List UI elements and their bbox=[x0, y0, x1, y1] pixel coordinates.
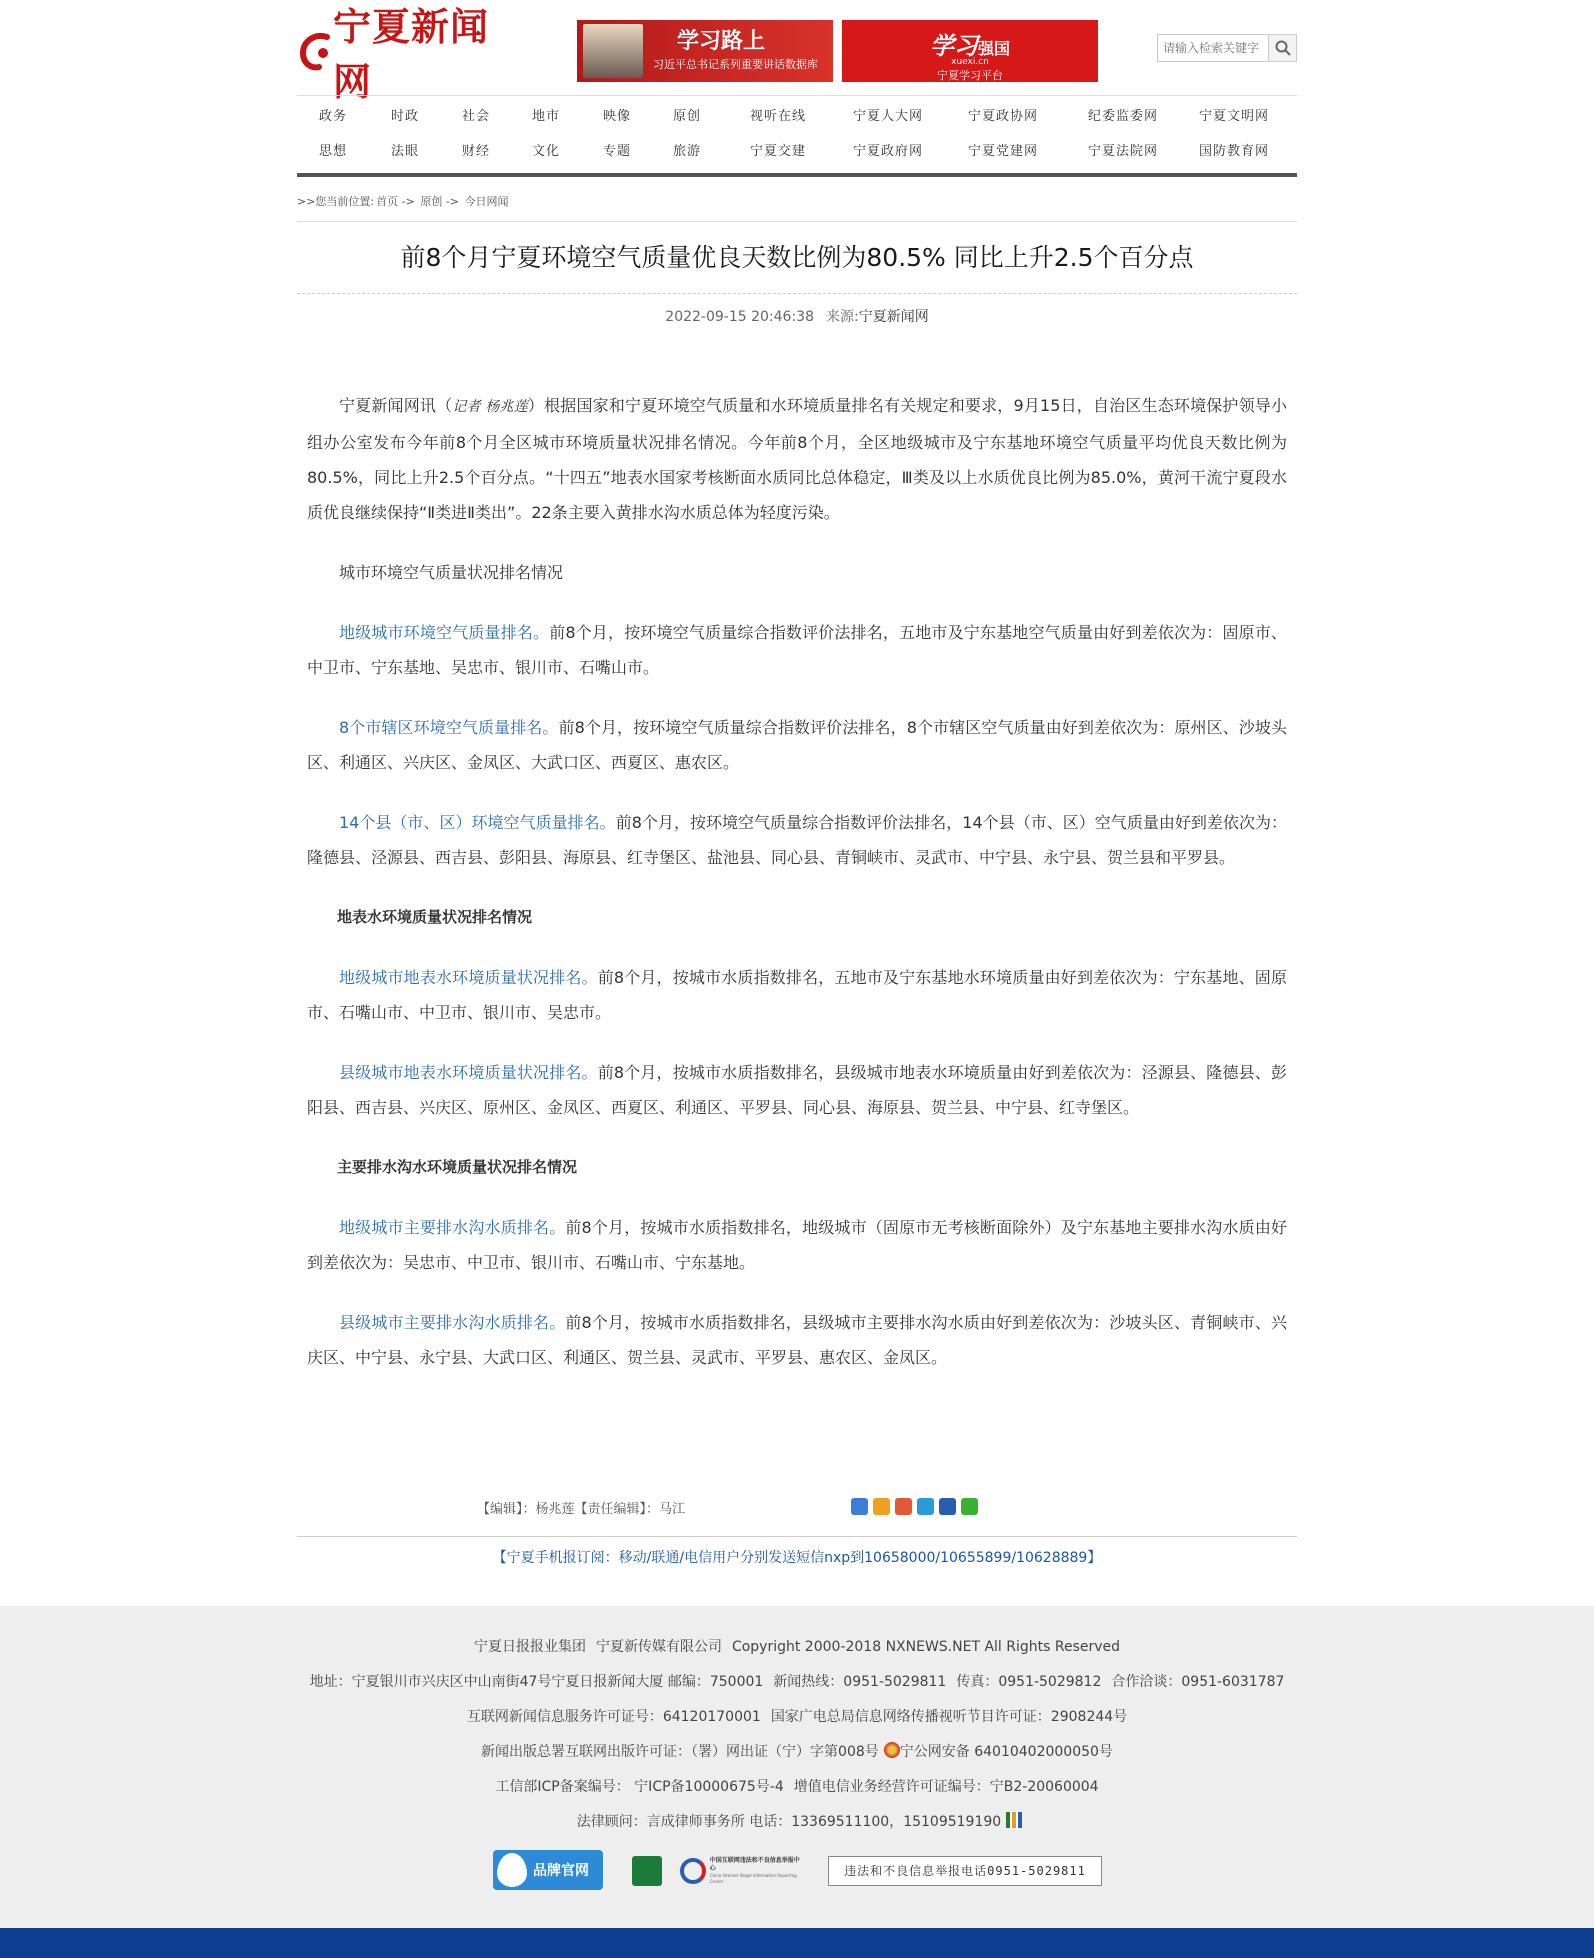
nav-item[interactable]: 时政 bbox=[391, 109, 420, 124]
nav-item[interactable]: 原创 bbox=[673, 109, 702, 124]
nav-item[interactable]: 宁夏党建网 bbox=[968, 144, 1039, 159]
paragraph bbox=[307, 615, 1287, 685]
paragraph-lead: 地级城市地表水环境质量状况排名。 bbox=[339, 968, 598, 987]
report-center-text bbox=[710, 1857, 800, 1885]
nav-row-1 bbox=[297, 105, 1297, 137]
article-meta bbox=[297, 306, 1297, 326]
footer-text: 新闻出版总署互联网出版许可证：（署）网出证（宁）字第008号 bbox=[481, 1744, 879, 1760]
share-bar bbox=[851, 1498, 978, 1515]
nav-item[interactable]: 社会 bbox=[462, 109, 491, 124]
intro-lead: 宁夏新闻网讯（ bbox=[339, 396, 453, 415]
breadcrumb-section[interactable]: 原创 bbox=[420, 195, 443, 208]
section-heading-surface-water: 地表水环境质量状况排名情况 bbox=[337, 908, 533, 926]
xuexi-qiangguo-banner[interactable] bbox=[842, 20, 1098, 82]
site-logo[interactable] bbox=[297, 4, 517, 104]
search-button[interactable] bbox=[1268, 35, 1296, 61]
share-wechat-icon[interactable] bbox=[961, 1498, 978, 1515]
footer-text: 法律顾问：言成律师事务所 电话：13369511100，15109519190 bbox=[576, 1814, 1002, 1830]
paragraph-text: 前8个月，按环境空气质量综合指数评价法排名，14个县（市、区）空气质量由好到差依次为：隆德县、泾源县、西吉县、彭阳县、海原县、红寺堡区、盐池县、同心县、青铜峡市、灵武市、中宁县、永宁县、贺兰县和平罗县。 bbox=[307, 813, 1287, 867]
article-date: 2022-09-15 20:46:38 bbox=[665, 309, 814, 325]
footer-text: 增值电信业务经营许可证编号：宁B2-20060004 bbox=[793, 1779, 1099, 1795]
nav-item[interactable]: 财经 bbox=[462, 144, 491, 159]
water-drop-icon bbox=[497, 1853, 527, 1887]
nav-item[interactable]: 地市 bbox=[532, 109, 561, 124]
paragraph-text: 前8个月，按环境空气质量综合指数评价法排名，五地市及宁东基地空气质量由好到差依次为：固原市、中卫市、宁东基地、吴忠市、银川市、石嘴山市。 bbox=[307, 623, 1287, 677]
article-body bbox=[297, 388, 1297, 1400]
nav-item[interactable]: 宁夏政府网 bbox=[853, 144, 924, 159]
footer-text[interactable]: 宁公网安备 64010402000050号 bbox=[899, 1744, 1113, 1760]
stats-icon[interactable] bbox=[1006, 1812, 1022, 1828]
footer-line-license bbox=[0, 1706, 1594, 1726]
source-label: 来源: bbox=[825, 309, 859, 325]
paragraph-lead: 14个县（市、区）环境空气质量排名。 bbox=[339, 813, 616, 832]
report-center-en: China Internet Illegal Information Reporting Center bbox=[709, 1873, 797, 1884]
paragraph bbox=[307, 960, 1287, 1030]
breadcrumb bbox=[297, 193, 1297, 222]
footer-text: 合作洽谈：0951-6031787 bbox=[1111, 1674, 1285, 1690]
xuexi-road-banner[interactable] bbox=[577, 20, 833, 82]
mobile-subscribe-notice[interactable]: 【宁夏手机报订阅：移动/联通/电信用户分别发送短信nxp到10658000/10655899/10628889】 bbox=[297, 1536, 1297, 1576]
nav-item[interactable]: 视听在线 bbox=[750, 109, 807, 124]
editor-bar bbox=[297, 1496, 1297, 1518]
nav-row-2 bbox=[297, 140, 1297, 172]
bottom-bar bbox=[0, 1928, 1594, 1958]
paragraph bbox=[307, 1210, 1287, 1280]
paragraph-text: 前8个月，按环境空气质量综合指数评价法排名，8个市辖区空气质量由好到差依次为：原州区、沙坡头区、利通区、兴庆区、金凤区、大武口区、西夏区、惠农区。 bbox=[307, 718, 1287, 772]
banner2-title-qiangguo: 强国 bbox=[977, 39, 1010, 58]
share-qzone-icon[interactable] bbox=[873, 1498, 890, 1515]
logo-mark-icon bbox=[297, 31, 333, 71]
paragraph bbox=[307, 805, 1287, 875]
footer-line-contact bbox=[0, 1671, 1594, 1691]
nav-item[interactable]: 旅游 bbox=[673, 144, 702, 159]
nav-item[interactable]: 法眼 bbox=[391, 144, 420, 159]
police-badge-icon bbox=[884, 1742, 900, 1758]
nav-item[interactable]: 宁夏文明网 bbox=[1199, 109, 1270, 124]
paragraph-lead: 地级城市主要排水沟水质排名。 bbox=[339, 1218, 566, 1237]
banner1-title: 学习路上 bbox=[677, 29, 766, 54]
article-source bbox=[826, 309, 929, 325]
banner1-subtitle: 习近平总书记系列重要讲话数据库 bbox=[653, 58, 818, 71]
logo-text: 宁夏新闻网 bbox=[333, 4, 490, 104]
leader-photo bbox=[583, 24, 643, 78]
section-heading-air: 城市环境空气质量状况排名情况 bbox=[339, 563, 564, 582]
intro-rest: ）根据国家和宁夏环境空气质量和水环境质量排名有关规定和要求，9月15日，自治区生态环境保护领导小组办公室发布今年前8个月全区城市环境质量状况排名情况。今年前8个月，全区地级城市及宁东基地环境空气质量平均优良天数比例为80.5%，同比上升2.5个百分点。“十四五”地表水国家考核断面水质同比总体稳定，Ⅲ类及以上水质优良比例为85.0%，黄河干流宁夏段水质优良继续保持“Ⅱ类进Ⅱ类出”。22条主要入黄排水沟水质总体为轻度污染。 bbox=[307, 396, 1287, 522]
paragraph bbox=[307, 1305, 1287, 1375]
share-tencent-weibo-icon[interactable] bbox=[917, 1498, 934, 1515]
paragraph-text: 前8个月，按城市水质指数排名，县级城市主要排水沟水质由好到差依次为：沙坡头区、青铜峡市、兴庆区、中宁县、永宁县、大武口区、利通区、贺兰县、灵武市、平罗县、惠农区、金凤区。 bbox=[307, 1313, 1287, 1367]
brand-site-label: 品牌官网 bbox=[533, 1863, 589, 1879]
paragraph bbox=[307, 710, 1287, 780]
brand-site-badge[interactable] bbox=[493, 1850, 603, 1890]
paragraph-text: 前8个月，按城市水质指数排名，地级城市（固原市无考核断面除外）及宁东基地主要排水沟水质由好到差依次为：吴忠市、中卫市、银川市、石嘴山市、宁东基地。 bbox=[307, 1218, 1287, 1272]
share-weibo-icon[interactable] bbox=[895, 1498, 912, 1515]
source-name: 宁夏新闻网 bbox=[858, 309, 929, 325]
nav-item[interactable]: 政务 bbox=[319, 109, 348, 124]
paragraph-text: 前8个月，按城市水质指数排名，五地市及宁东基地水环境质量由好到差依次为：宁东基地、固原市、石嘴山市、中卫市、银川市、吴忠市。 bbox=[307, 968, 1287, 1022]
banner2-title-xuexi: 学习 bbox=[929, 31, 978, 60]
footer-text: 新闻热线：0951-5029811 bbox=[773, 1674, 947, 1690]
intro-paragraph bbox=[307, 388, 1287, 530]
reporter-name: 记者 杨兆莲 bbox=[452, 399, 528, 415]
search-input[interactable] bbox=[1158, 35, 1268, 61]
footer-text: 宁夏日报报业集团 bbox=[473, 1639, 586, 1655]
footer-line-publish bbox=[0, 1741, 1594, 1761]
nav-item[interactable]: 映像 bbox=[603, 109, 632, 124]
footer-text: Copyright 2000-2018 NXNEWS.NET All Rights Reserved bbox=[731, 1639, 1121, 1655]
nav-item[interactable]: 文化 bbox=[532, 144, 561, 159]
site-header bbox=[297, 4, 1297, 104]
nav-item[interactable]: 国防教育网 bbox=[1199, 144, 1270, 159]
footer-line-copyright bbox=[0, 1636, 1594, 1656]
breadcrumb-prefix: >>您当前位置: bbox=[297, 195, 375, 208]
footer-line-legal bbox=[0, 1811, 1594, 1831]
paragraph-lead: 县级城市地表水环境质量状况排名。 bbox=[339, 1063, 598, 1082]
share-renren-icon[interactable] bbox=[939, 1498, 956, 1515]
report-center-cn: 中国互联网违法和不良信息举报中心 bbox=[709, 1857, 800, 1872]
nav-item[interactable]: 思想 bbox=[319, 144, 348, 159]
footer-text: 宁夏新传媒有限公司 bbox=[595, 1639, 722, 1655]
paragraph-lead: 8个市辖区环境空气质量排名。 bbox=[339, 718, 559, 737]
report-center-badge[interactable] bbox=[680, 1856, 800, 1886]
nav-item[interactable]: 宁夏人大网 bbox=[853, 109, 924, 124]
nav-item[interactable]: 宁夏交建 bbox=[750, 144, 807, 159]
banner2-url: xuexi.cn bbox=[951, 57, 989, 67]
breadcrumb-home[interactable]: 首页 bbox=[376, 195, 399, 208]
nav-item[interactable]: 专题 bbox=[603, 144, 632, 159]
banner2-subtitle: 宁夏学习平台 bbox=[937, 69, 1003, 82]
footer-badges bbox=[0, 1850, 1594, 1894]
paragraph-lead: 地级城市环境空气质量排名。 bbox=[339, 623, 550, 642]
breadcrumb-current[interactable]: 今日网闻 bbox=[464, 195, 509, 208]
footer-text: 地址：宁夏银川市兴庆区中山南街47号宁夏日报新闻大厦 邮编：750001 bbox=[309, 1674, 764, 1690]
footer-line-icp bbox=[0, 1776, 1594, 1796]
article-title: 前8个月宁夏环境空气质量优良天数比例为80.5% 同比上升2.5个百分点 bbox=[297, 238, 1297, 294]
footer-text: 传真：0951-5029812 bbox=[956, 1674, 1102, 1690]
share-more-icon[interactable] bbox=[851, 1498, 868, 1515]
report-center-icon bbox=[680, 1858, 706, 1884]
search-icon bbox=[1275, 40, 1291, 56]
gov-badge-icon[interactable] bbox=[632, 1856, 662, 1886]
search-box bbox=[1157, 34, 1297, 62]
paragraph bbox=[307, 1055, 1287, 1125]
footer-text[interactable]: 工信部ICP备案编号： 宁ICP备10000675号-4 bbox=[495, 1779, 784, 1795]
breadcrumb-separator: -> bbox=[442, 195, 463, 208]
banner2-title bbox=[842, 26, 1098, 61]
main-nav bbox=[297, 95, 1297, 177]
paragraph-text: 前8个月，按城市水质指数排名，县级城市地表水环境质量由好到差依次为：泾源县、隆德县、彭阳县、西吉县、兴庆区、原州区、金凤区、西夏区、利通区、平罗县、同心县、海原县、贺兰县、中宁县、红寺堡区。 bbox=[307, 1063, 1287, 1117]
section-heading-drainage: 主要排水沟水环境质量状况排名情况 bbox=[337, 1158, 578, 1176]
breadcrumb-separator: -> bbox=[398, 195, 419, 208]
nav-item[interactable]: 纪委监委网 bbox=[1088, 109, 1159, 124]
nav-item[interactable]: 宁夏法院网 bbox=[1088, 144, 1159, 159]
footer-text[interactable]: 互联网新闻信息服务许可证号：64120170001 bbox=[466, 1709, 761, 1725]
nav-item[interactable]: 宁夏政协网 bbox=[968, 109, 1039, 124]
footer-text[interactable]: 国家广电总局信息网络传播视听节目许可证：2908244号 bbox=[770, 1709, 1128, 1725]
editor-credit: 【编辑】：杨兆莲【责任编辑】：马江 bbox=[477, 1502, 686, 1517]
report-phone-badge[interactable]: 违法和不良信息举报电话0951-5029811 bbox=[828, 1856, 1102, 1886]
paragraph-lead: 县级城市主要排水沟水质排名。 bbox=[339, 1313, 566, 1332]
site-footer bbox=[0, 1606, 1594, 1928]
